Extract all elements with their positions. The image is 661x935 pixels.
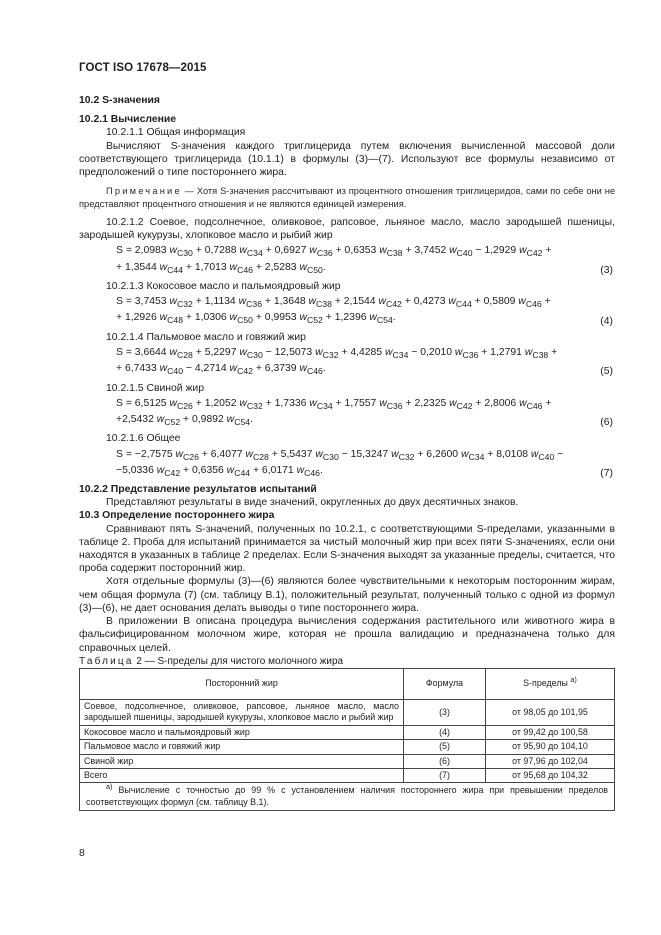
formula-term: − 4,2714 <box>183 363 230 375</box>
mass-fraction-symbol: w <box>169 397 177 409</box>
document-code: ГОСТ ISO 17678—2015 <box>79 62 207 74</box>
mass-fraction-symbol: w <box>315 448 323 460</box>
formula-term: + 5,5437 <box>268 448 316 460</box>
formula-term: + 0,6353 <box>332 245 380 257</box>
mass-fraction-subscript: C40 <box>167 366 184 377</box>
mass-fraction-symbol: w <box>239 245 247 257</box>
formula-term: + 6,4077 <box>198 448 246 460</box>
formula-term: S = 6,5125 <box>116 397 170 409</box>
mass-fraction-symbol: w <box>296 464 305 476</box>
cell-formula: (4) <box>404 725 486 739</box>
cell-formula: (3) <box>404 699 486 725</box>
mass-fraction-symbol: w <box>226 464 235 476</box>
table-caption-text: 2 — S-пределы для чистого молочного жира <box>133 655 344 667</box>
formula-term: . <box>322 363 326 375</box>
mass-fraction-subscript: C48 <box>167 315 184 326</box>
header-foreign-fat: Посторонний жир <box>80 668 404 699</box>
formula-term: + 2,8006 <box>472 397 520 409</box>
formula-term: S = −2,7575 <box>116 448 176 460</box>
mass-fraction-subscript: C52 <box>164 417 181 428</box>
mass-fraction-symbol: w <box>309 397 317 409</box>
formula-term: + 0,9892 <box>180 414 227 426</box>
formula-term: + <box>542 245 552 257</box>
mass-fraction-subscript: C30 <box>176 248 193 259</box>
mass-fraction-symbol: w <box>448 296 456 308</box>
subsection-title-calc: 10.2.1 Вычисление <box>79 114 177 126</box>
formula-term: + 1,0306 <box>183 312 230 324</box>
cell-fat-type: Свиной жир <box>80 754 404 768</box>
mass-fraction-symbol: w <box>169 346 177 358</box>
formula-term: + 1,7336 <box>262 397 310 409</box>
formula-term: + 0,4273 <box>401 296 449 308</box>
mass-fraction-subscript: C46 <box>304 467 320 478</box>
mass-fraction-subscript: C36 <box>386 400 403 411</box>
formula-number: (4) <box>600 315 613 327</box>
mass-fraction-subscript: C44 <box>234 467 251 478</box>
formula-term: + 8,0108 <box>484 448 531 460</box>
mass-fraction-symbol: w <box>226 414 235 426</box>
footnote-mark: a) <box>106 782 113 792</box>
mass-fraction-symbol: w <box>299 363 307 375</box>
formula-term: − 1,2929 <box>472 245 520 257</box>
note <box>79 185 615 210</box>
mass-fraction-subscript: C34 <box>468 451 485 462</box>
formula-term: + 1,2052 <box>192 397 240 409</box>
table-row <box>80 768 615 782</box>
footnote-text: Вычисление с точностью до 99 % с установлением наличия постороннего жира при превышении пределов соответствующих формул (см. таблицу В.1). <box>86 785 608 807</box>
formula-term: − 0,2010 <box>408 346 455 358</box>
formula-term: . <box>392 312 396 324</box>
formula-term: + 5,2297 <box>192 346 240 358</box>
mass-fraction-subscript: C34 <box>316 400 333 411</box>
formula-block <box>79 397 615 430</box>
subsection-title-results: 10.2.2 Представление результатов испытаний <box>79 484 317 496</box>
mass-fraction-symbol: w <box>239 346 247 358</box>
s-limits-table <box>79 668 615 811</box>
mass-fraction-subscript: C28 <box>252 451 269 462</box>
formula-term: + <box>542 397 552 409</box>
formula-term: + 0,9953 <box>252 312 300 324</box>
formula-term: S = 2,0983 <box>116 245 170 257</box>
formula-term: + 2,5283 <box>252 261 300 273</box>
mass-fraction-subscript: C32 <box>322 350 339 361</box>
cell-formula: (5) <box>404 740 486 754</box>
formula-line <box>116 413 585 429</box>
mass-fraction-subscript: C42 <box>164 467 181 478</box>
note-label: Примечание <box>106 186 182 197</box>
mass-fraction-subscript: C34 <box>392 350 409 361</box>
formula-heading: 10.2.1.5 Свиной жир <box>106 382 205 394</box>
subsection-title-foreign-fat: 10.3 Определение постороннего жира <box>79 510 275 522</box>
formula-term: + 1,2791 <box>478 346 525 358</box>
mass-fraction-symbol: w <box>239 397 247 409</box>
note-text: — Хотя S-значения рассчитывают из процентного отношения триглицеридов, сами по себе они не представляют процентного отношения и не являются единицей измерения. <box>79 186 615 209</box>
mass-fraction-symbol: w <box>530 448 539 460</box>
formula-term: −5,0336 <box>116 464 157 476</box>
formula-term: + 1,1134 <box>192 296 239 308</box>
formula-term: + <box>548 346 558 358</box>
mass-fraction-subscript: C46 <box>526 400 543 411</box>
mass-fraction-subscript: C54 <box>376 315 393 326</box>
formula-block <box>79 295 615 328</box>
cell-formula: (6) <box>404 754 486 768</box>
header-formula: Формула <box>404 668 486 699</box>
mass-fraction-subscript: C54 <box>234 417 251 428</box>
formula-term: . <box>322 261 326 273</box>
mass-fraction-symbol: w <box>379 245 387 257</box>
mass-fraction-symbol: w <box>245 448 253 460</box>
formula-number: (7) <box>600 467 613 479</box>
cell-limits: от 95,68 до 104,32 <box>486 768 615 782</box>
table-row <box>80 754 615 768</box>
mass-fraction-symbol: w <box>169 245 177 257</box>
mass-fraction-symbol: w <box>519 245 527 257</box>
formula-term: + 2,2325 <box>402 397 450 409</box>
mass-fraction-subscript: C32 <box>246 400 263 411</box>
mass-fraction-symbol: w <box>159 363 168 375</box>
mass-fraction-symbol: w <box>378 296 386 308</box>
mass-fraction-symbol: w <box>229 261 238 273</box>
cell-formula: (7) <box>404 768 486 782</box>
header-s-limits-text: S-пределы <box>523 678 568 689</box>
formula-heading: 10.2.1.2 Соевое, подсолнечное, оливковое, рапсовое, льняное масло, масло зародышей пшеницы, зародышей кукурузы, хлопковое масло и рыбий жир <box>79 217 615 242</box>
formula-term: . <box>320 464 323 476</box>
mass-fraction-subscript: C46 <box>525 299 542 310</box>
mass-fraction-subscript: C44 <box>167 264 184 275</box>
mass-fraction-subscript: C42 <box>456 400 473 411</box>
mass-fraction-symbol: w <box>391 448 399 460</box>
mass-fraction-subscript: C50 <box>306 264 323 275</box>
formula-number: (6) <box>600 417 613 429</box>
mass-fraction-symbol: w <box>385 346 393 358</box>
cell-fat-type: Пальмовое масло и говяжий жир <box>80 740 404 754</box>
page-content <box>79 94 615 811</box>
page-number: 8 <box>79 848 85 859</box>
mass-fraction-symbol: w <box>449 397 457 409</box>
formula-line <box>116 295 585 311</box>
mass-fraction-subscript: C46 <box>237 264 253 275</box>
subsection-title-general: 10.2.1.1 Общая информация <box>106 127 246 139</box>
mass-fraction-subscript: C46 <box>306 366 323 377</box>
mass-fraction-symbol: w <box>156 414 165 426</box>
formula-heading: 10.2.1.3 Кокосовое масло и пальмоядровый жир <box>106 281 341 292</box>
mass-fraction-subscript: C30 <box>322 451 339 462</box>
formula-line <box>116 261 585 277</box>
mass-fraction-subscript: C42 <box>526 248 543 259</box>
formula-line <box>116 397 585 413</box>
mass-fraction-subscript: C42 <box>385 299 402 310</box>
formula-term: + 1,7013 <box>183 261 230 273</box>
table-footnote-row <box>80 783 615 811</box>
mass-fraction-symbol: w <box>299 312 307 324</box>
formula-term: + 1,3544 <box>116 261 160 273</box>
formula-line <box>116 362 585 378</box>
formula-term: − 12,5073 <box>262 346 316 358</box>
mass-fraction-symbol: w <box>460 448 469 460</box>
mass-fraction-symbol: w <box>524 346 533 358</box>
formula-block <box>79 346 615 379</box>
mass-fraction-subscript: C36 <box>462 350 479 361</box>
formula-term: + 6,3739 <box>252 363 300 375</box>
formula-term: + 4,4285 <box>338 346 385 358</box>
mass-fraction-subscript: C38 <box>386 248 403 259</box>
formula-term: + 6,7433 <box>116 363 160 375</box>
formula-block <box>79 244 615 277</box>
mass-fraction-symbol: w <box>454 346 463 358</box>
formula-term: + 6,0171 <box>250 464 297 476</box>
formula-term: − <box>554 448 564 460</box>
cell-limits: от 99,42 до 100,58 <box>486 725 615 739</box>
formula-term: +2,5432 <box>116 414 157 426</box>
cell-fat-type: Кокосовое масло и пальмоядровый жир <box>80 725 404 739</box>
cell-limits: от 95,90 до 104,10 <box>486 740 615 754</box>
paragraph-foreign-fat-3: В приложении В описана процедура вычисления содержания растительного или животного жира в фальсифицированном молочном жире, которая не прошла валидацию и предназначена только для справочных целей. <box>79 616 615 654</box>
paragraph-results: Представляют результаты в виде значений, округленных до двух десятичных знаков. <box>106 497 519 509</box>
mass-fraction-subscript: C36 <box>246 299 263 310</box>
cell-fat-type: Соевое, подсолнечное, оливковое, рапсовое, льняное масло, масло зародышей пшеницы, зародышей кукурузы, хлопковое масло и рыбий жир <box>80 699 404 725</box>
formula-term: + 3,7452 <box>402 245 450 257</box>
formula-term: . <box>250 414 253 426</box>
mass-fraction-symbol: w <box>379 397 387 409</box>
cell-limits: от 98,05 до 101,95 <box>486 699 615 725</box>
mass-fraction-subscript: C32 <box>398 451 415 462</box>
formula-line <box>116 464 585 480</box>
mass-fraction-symbol: w <box>238 296 247 308</box>
formula-term: + 0,6356 <box>180 464 227 476</box>
formula-heading: 10.2.1.4 Пальмовое масло и говяжий жир <box>106 331 306 343</box>
mass-fraction-subscript: C32 <box>176 299 193 310</box>
mass-fraction-subscript: C50 <box>237 315 253 326</box>
formula-term: + 1,2926 <box>116 312 160 324</box>
formula-term: S = 3,7453 <box>116 296 170 308</box>
mass-fraction-symbol: w <box>156 464 165 476</box>
mass-fraction-subscript: C42 <box>237 366 253 377</box>
formula-line <box>116 346 585 362</box>
mass-fraction-symbol: w <box>369 312 377 324</box>
paragraph-foreign-fat-1: Сравнивают пять S-значений, полученных по 10.2.1, с соответствующими S-пределами, указанными в таблице 2. Проба для испытаний принимается за чистый молочный жир при всех пяти S-значениях, если они находятся в указанных в таблице 2 пределах. Если S-значения выходят за указанные пределы, считается, что проба содержит посторонний жир. <box>79 523 616 575</box>
mass-fraction-subscript: C52 <box>306 315 323 326</box>
table-row <box>80 699 615 725</box>
table-header-row <box>80 668 615 699</box>
table-footnote <box>80 783 615 811</box>
formula-term: + 0,5809 <box>471 296 519 308</box>
formula-list <box>79 216 615 483</box>
mass-fraction-subscript: C36 <box>316 248 333 259</box>
mass-fraction-subscript: C44 <box>455 299 472 310</box>
paragraph-foreign-fat-2: Хотя отдельные формулы (3)—(6) являются более чувствительными к некоторым посторонним жирам, чем общая формула (7) (см. таблицу В.1), положительный результат, полученный только с одной из формул (3)—(6), не дает основания делать выводы о типе постороннего жира. <box>79 576 615 614</box>
mass-fraction-symbol: w <box>229 363 238 375</box>
mass-fraction-subscript: C28 <box>176 350 193 361</box>
mass-fraction-symbol: w <box>309 245 317 257</box>
formula-term: − 15,3247 <box>338 448 392 460</box>
mass-fraction-symbol: w <box>299 261 307 273</box>
formula-line <box>116 244 585 260</box>
mass-fraction-symbol: w <box>169 296 177 308</box>
header-s-limits <box>486 668 615 699</box>
formula-term: + 2,1544 <box>331 296 379 308</box>
cell-fat-type: Всего <box>80 768 404 782</box>
table-caption <box>79 655 615 668</box>
formula-term: + 6,2600 <box>414 448 461 460</box>
formula-line <box>116 448 585 464</box>
mass-fraction-subscript: C26 <box>183 451 199 462</box>
table-row <box>80 740 615 754</box>
mass-fraction-symbol: w <box>449 245 457 257</box>
formula-term: S = 3,6644 <box>116 346 170 358</box>
formula-term: + 1,2396 <box>322 312 370 324</box>
mass-fraction-symbol: w <box>308 296 317 308</box>
formula-block <box>79 448 615 481</box>
section-title: 10.2 S-значения <box>79 95 160 106</box>
formula-heading: 10.2.1.6 Общее <box>106 433 181 445</box>
header-footnote-mark: a) <box>570 675 577 685</box>
mass-fraction-symbol: w <box>519 397 527 409</box>
mass-fraction-subscript: C34 <box>246 248 263 259</box>
mass-fraction-symbol: w <box>518 296 526 308</box>
table-row <box>80 725 615 739</box>
mass-fraction-subscript: C40 <box>456 248 473 259</box>
formula-term: + 0,7288 <box>192 245 240 257</box>
cell-limits: от 97,96 до 102,04 <box>486 754 615 768</box>
mass-fraction-subscript: C38 <box>532 350 549 361</box>
mass-fraction-subscript: C40 <box>538 451 555 462</box>
table-caption-label: Таблица <box>79 655 134 667</box>
formula-term: + 1,3648 <box>262 296 309 308</box>
mass-fraction-symbol: w <box>159 261 168 273</box>
mass-fraction-symbol: w <box>159 312 168 324</box>
mass-fraction-symbol: w <box>175 448 184 460</box>
mass-fraction-subscript: C38 <box>316 299 332 310</box>
mass-fraction-subscript: C26 <box>176 400 193 411</box>
formula-line <box>116 311 585 327</box>
paragraph-calc: Вычисляют S-значения каждого триглицерида путем включения вычисленной массовой доли соответствующего триглицерида (10.1.1) в формулы (3)—(7). Используют все формулы независимо от предположений о типе постороннего жира. <box>79 140 615 179</box>
formula-term: + 0,6927 <box>262 245 310 257</box>
mass-fraction-subscript: C30 <box>246 350 263 361</box>
formula-term: + 1,7557 <box>332 397 380 409</box>
formula-term: + <box>541 296 551 308</box>
formula-number: (5) <box>600 366 613 378</box>
formula-number: (3) <box>600 264 613 276</box>
mass-fraction-symbol: w <box>229 312 238 324</box>
mass-fraction-symbol: w <box>315 346 323 358</box>
